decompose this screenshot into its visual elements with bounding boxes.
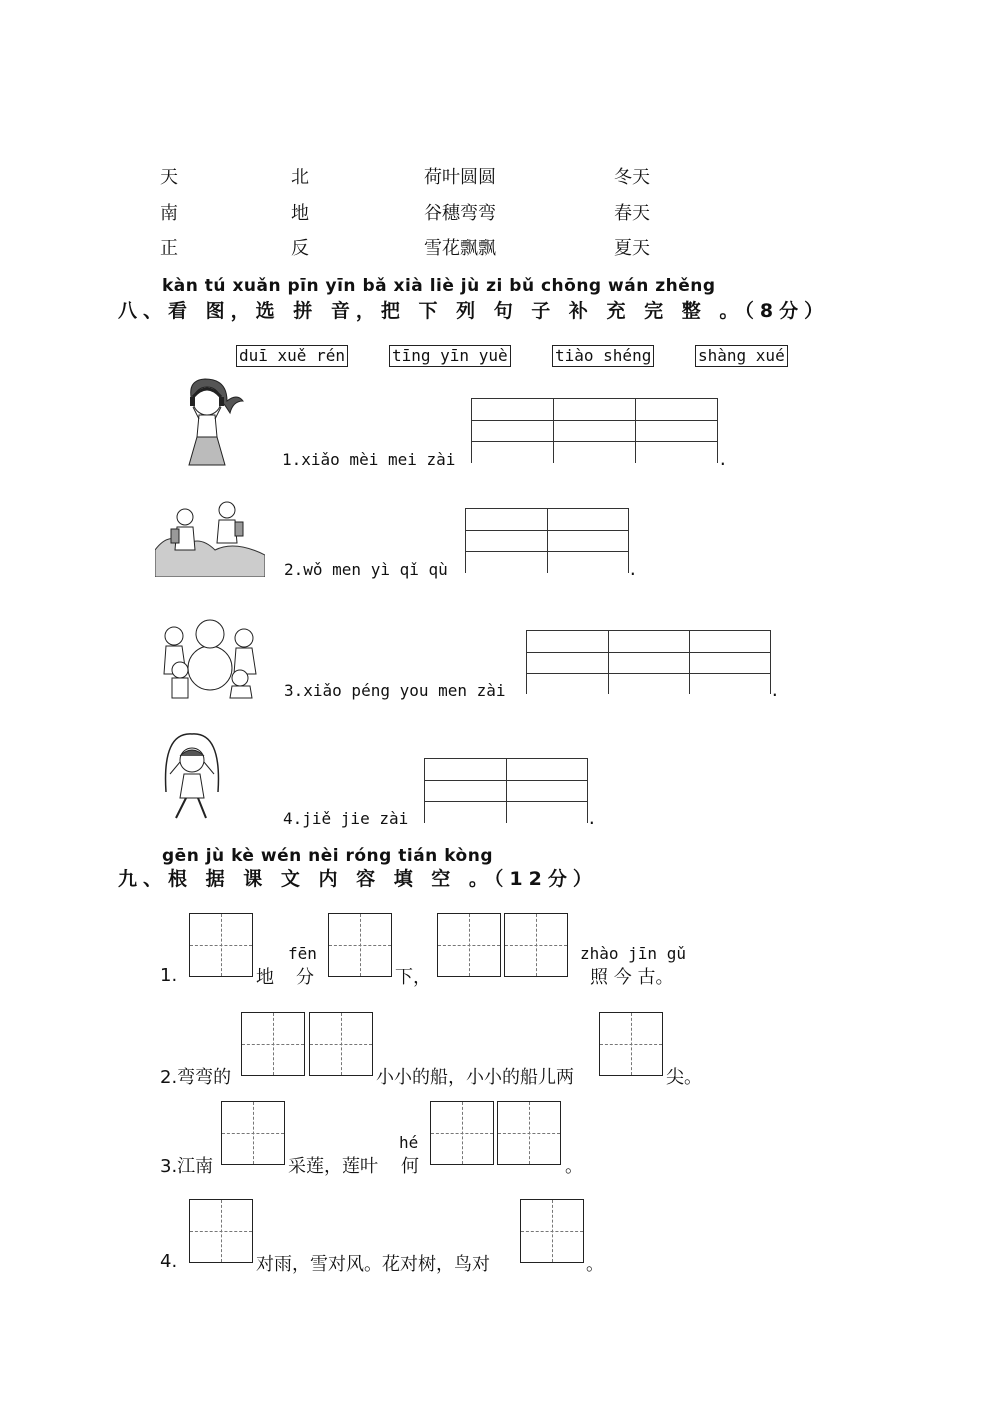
pinyin-writing-grid[interactable] [471,398,718,463]
match-item: 南 [160,203,178,224]
pinyin-annotation: zhào jīn gǔ [580,944,686,963]
tianzige-box[interactable] [599,1012,663,1076]
pinyin-writing-grid[interactable] [424,758,588,823]
pinyin-option: tīng yīn yuè [389,345,511,367]
text-fragment: 照 今 古。 [590,967,674,988]
pinyin-option: duī xuě rén [236,345,348,367]
tianzige-box[interactable] [437,913,501,977]
question-text: 2.wǒ men yì qǐ qù [284,560,448,579]
section9-pinyin: gēn jù kè wén nèi róng tián kòng [162,846,493,866]
text-fragment: 尖。 [666,1067,702,1088]
text-fragment: 2.弯弯的 [160,1067,232,1088]
pinyin-option: tiào shéng [552,345,654,367]
match-item: 谷穗弯弯 [424,203,496,224]
section9-title: 九、根 据 课 文 内 容 填 空 。（12分） [118,868,598,890]
match-item: 荷叶圆圆 [424,167,496,188]
children-walking-image [155,495,265,577]
q-number: 4. [160,1251,178,1272]
match-item: 北 [291,167,309,188]
question-text: 4.jiě jie zài [283,809,409,828]
question-text: 3.xiǎo péng you men zài [284,681,506,700]
text-fragment: 对雨，雪对风。花对树，鸟对 [256,1254,490,1275]
period: . [628,560,638,579]
match-item: 夏天 [614,238,650,259]
girl-jumping-rope-image [158,732,226,824]
text-fragment: 何 [401,1156,419,1177]
text-fragment: 。 [586,1254,604,1275]
text-fragment: 地 [256,967,274,988]
match-item: 反 [291,238,309,259]
tianzige-box[interactable] [221,1101,285,1165]
period: . [718,450,728,469]
period: . [770,681,780,700]
match-item: 地 [291,203,309,224]
girl-listening-music-image [175,375,245,470]
match-item: 雪花飘飘 [424,238,496,259]
text-fragment: 下， [395,967,431,988]
tianzige-box[interactable] [497,1101,561,1165]
tianzige-box[interactable] [189,913,253,977]
tianzige-box[interactable] [430,1101,494,1165]
text-fragment: 小小的船，小小的船儿两 [376,1067,574,1088]
section8-pinyin: kàn tú xuǎn pīn yīn bǎ xià liè jù zi bǔ chōng wán zhěng [162,276,716,296]
text-fragment: 3.江南 [160,1156,214,1177]
period: . [587,809,597,828]
q-number: 1. [160,965,178,986]
tianzige-box[interactable] [520,1199,584,1263]
tianzige-box[interactable] [189,1199,253,1263]
match-item: 天 [160,167,178,188]
tianzige-box[interactable] [241,1012,305,1076]
section8-title: 八、看 图，选 拼 音，把 下 列 句 子 补 充 完 整 。（8分） [118,300,830,322]
match-item: 春天 [614,203,650,224]
match-item: 正 [160,238,178,259]
pinyin-annotation: hé [399,1133,419,1152]
tianzige-box[interactable] [309,1012,373,1076]
text-fragment: 分 [296,967,314,988]
pinyin-annotation: fēn [288,944,317,963]
pinyin-writing-grid[interactable] [526,630,771,694]
question-text: 1.xiǎo mèi mei zài [282,450,456,469]
text-fragment: 。 [565,1156,583,1177]
tianzige-box[interactable] [328,913,392,977]
children-snowman-image [152,608,264,700]
tianzige-box[interactable] [504,913,568,977]
pinyin-writing-grid[interactable] [465,508,629,573]
pinyin-option: shàng xué [695,345,788,367]
match-item: 冬天 [614,167,650,188]
text-fragment: 采莲，莲叶 [288,1156,378,1177]
